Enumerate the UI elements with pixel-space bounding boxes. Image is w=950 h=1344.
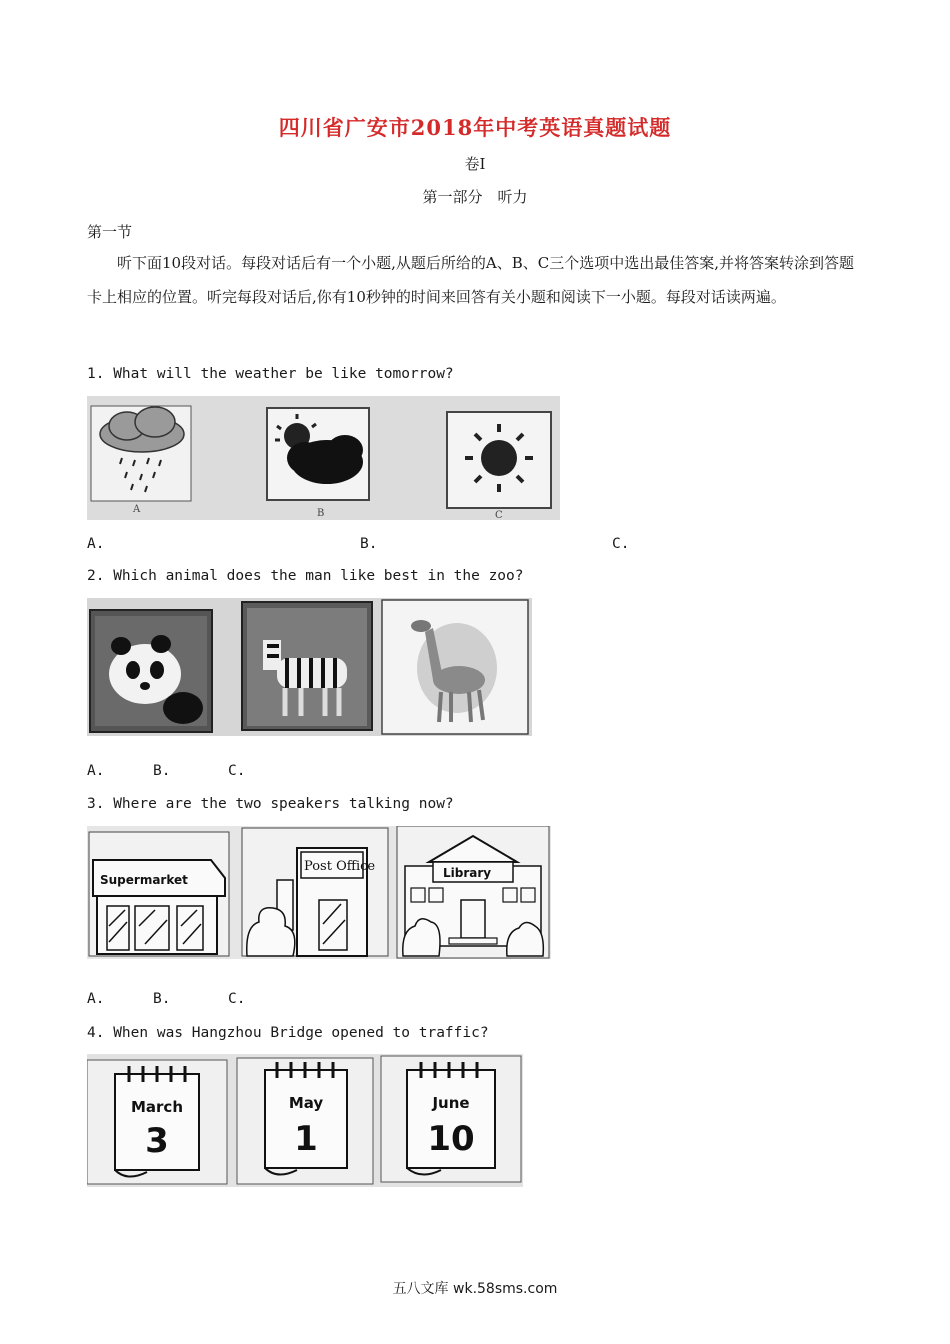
calendar-2-month: May [288,1094,324,1112]
question-3-option-a[interactable]: A. [87,991,105,1007]
sun-behind-cloud-icon [267,408,369,500]
giraffe-icon [382,600,528,734]
question-1-option-c[interactable]: C. [612,536,630,552]
calendar-2-day: 1 [294,1119,318,1159]
question-1-option-a[interactable]: A. [87,536,105,552]
question-3-option-c[interactable]: C. [228,991,246,1007]
question-2-image [87,598,532,736]
footer-watermark: 五八文库 wk.58sms.com [392,1281,558,1297]
zebra-icon [242,602,372,730]
document-title: 四川省广安市2018年中考英语真题试题 [278,115,672,140]
supermarket-icon [89,832,229,956]
library-sign: Library [443,866,492,880]
question-1-image-label-a: A [133,504,141,515]
question-1-option-b[interactable]: B. [360,536,378,552]
part-heading: 第一部分 听力 [422,188,528,206]
sun-icon [447,412,551,508]
post-office-sign: Post Office [304,859,376,874]
rain-cloud-icon [91,406,191,501]
section-heading: 第一节 [87,223,133,241]
question-4-text: 4. When was Hangzhou Bridge opened to traffic? [87,1025,489,1041]
question-4-image [87,1054,523,1187]
calendar-3-day: 10 [427,1119,475,1159]
calendar-3-month: June [432,1094,470,1112]
post-office-icon [242,828,388,956]
library-icon [397,826,549,958]
instructions: 听下面10段对话。每段对话后有一个小题,从题后所给的A、B、C三个选项中选出最佳答案,并将答案转涂到答题卡上相应的位置。听完每段对话后,你有10秒钟的时间来回答有关小题和阅读下一小题。每段对话读两遍。 [87,254,854,306]
calendar-1-month: March [130,1098,184,1116]
question-3-text: 3. Where are the two speakers talking now? [87,796,454,812]
question-1-image-label-c: C [495,510,503,520]
question-2-option-a[interactable]: A. [87,763,105,779]
panda-icon [90,610,212,732]
supermarket-sign: Supermarket [100,873,188,887]
question-2-text: 2. Which animal does the man like best in the zoo? [87,568,524,584]
question-2-option-c[interactable]: C. [228,763,246,779]
question-3-image [87,826,551,959]
question-2-option-b[interactable]: B. [153,763,171,779]
volume-label: 卷I [464,155,486,173]
calendar-1-day: 3 [145,1121,169,1161]
question-1-image [87,396,560,520]
question-1-text: 1. What will the weather be like tomorrow? [87,366,454,382]
question-1-image-label-b: B [317,508,325,519]
question-3-option-b[interactable]: B. [153,991,171,1007]
